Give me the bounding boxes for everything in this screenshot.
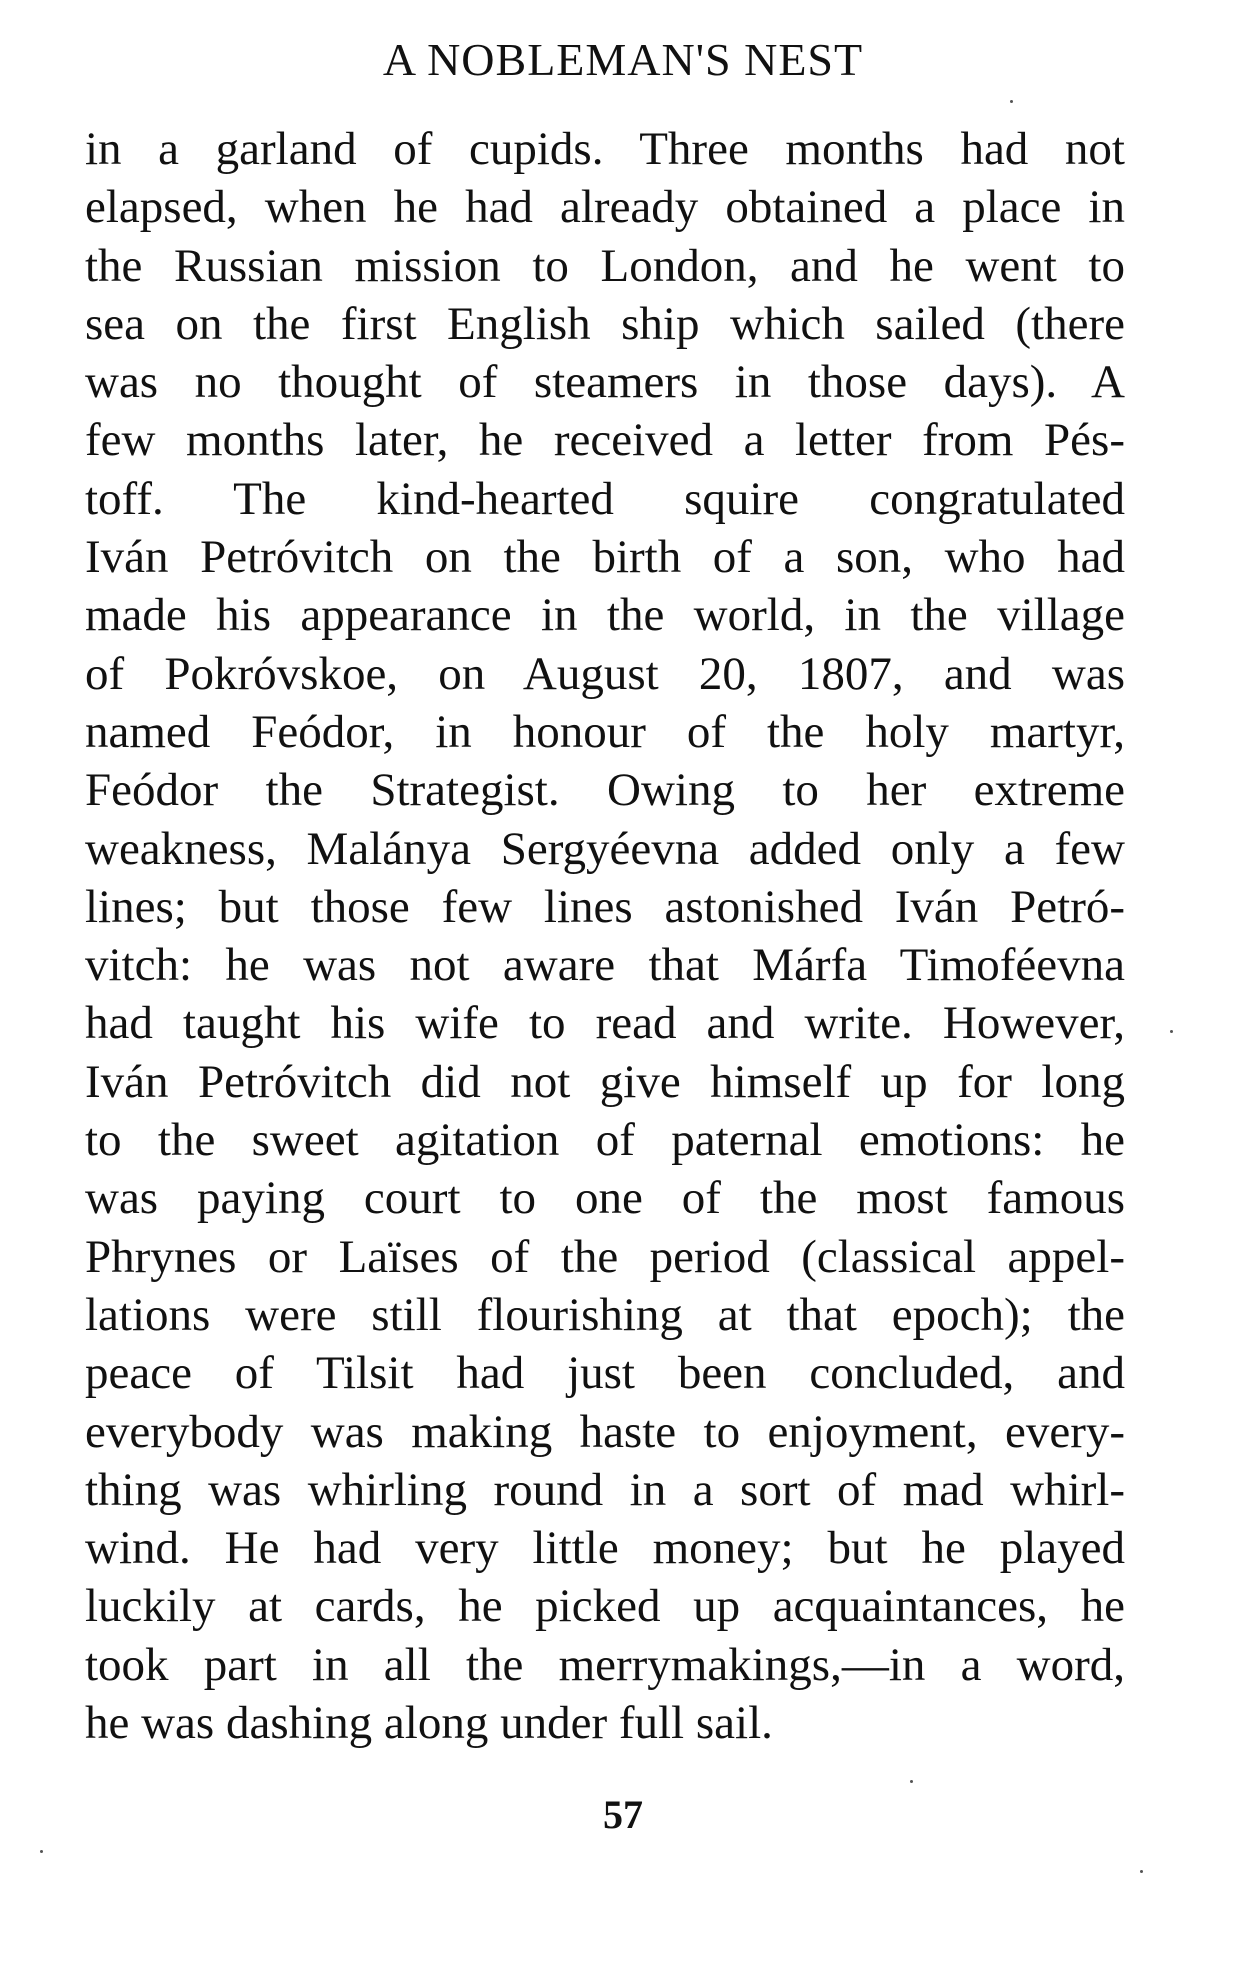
scan-speck <box>1170 1030 1173 1033</box>
text-line: wind. He had very little money; but he played <box>85 1522 1125 1575</box>
scan-speck <box>1010 100 1013 103</box>
text-line: of Pokróvskoe, on August 20, 1807, and was <box>85 647 1125 700</box>
text-line: to the sweet agitation of paternal emotions: he <box>85 1114 1125 1167</box>
text-line: took part in all the merrymakings,—in a word, <box>85 1638 1125 1691</box>
text-line: sea on the first English ship which sailed (there <box>85 297 1125 350</box>
text-line: elapsed, when he had already obtained a place in <box>85 181 1125 234</box>
text-line: named Feódor, in honour of the holy martyr, <box>85 705 1125 758</box>
text-line: Feódor the Strategist. Owing to her extreme <box>85 764 1125 817</box>
text-line-final: he was dashing along under full sail. <box>85 1697 773 1750</box>
running-head: A NOBLEMAN'S NEST <box>382 34 864 85</box>
text-line: lines; but those few lines astonished Iván Petró- <box>85 880 1125 933</box>
text-line: had taught his wife to read and write. However, <box>85 997 1125 1050</box>
text-line: weakness, Malánya Sergyéevna added only a few <box>85 822 1125 875</box>
text-line: lations were still flourishing at that epoch); the <box>85 1288 1125 1341</box>
scan-speck <box>910 1780 913 1783</box>
text-line: toff. The kind-hearted squire congratulated <box>85 472 1125 525</box>
text-line: was paying court to one of the most famous <box>85 1172 1125 1225</box>
body-text <box>85 120 1125 1752</box>
page-number: 57 <box>603 1792 643 1837</box>
text-line: in a garland of cupids. Three months had not <box>85 123 1125 175</box>
text-line: everybody was making haste to enjoyment, every- <box>85 1405 1125 1458</box>
text-line: few months later, he received a letter from Pés- <box>85 414 1125 467</box>
text-line: Phrynes or Laïses of the period (classical appel- <box>85 1230 1125 1283</box>
scan-speck <box>40 1850 43 1853</box>
text-line: luckily at cards, he picked up acquaintances, he <box>85 1580 1125 1633</box>
text-line: the Russian mission to London, and he went to <box>85 239 1125 292</box>
text-line: thing was whirling round in a sort of mad whirl- <box>85 1463 1125 1516</box>
text-line: peace of Tilsit had just been concluded, and <box>85 1347 1125 1400</box>
scan-speck <box>1140 1870 1143 1873</box>
text-line: Iván Petróvitch did not give himself up for long <box>85 1055 1125 1108</box>
text-line: vitch: he was not aware that Márfa Timoféevna <box>85 939 1125 992</box>
text-line: Iván Petróvitch on the birth of a son, who had <box>85 531 1125 584</box>
text-line: made his appearance in the world, in the village <box>85 589 1125 642</box>
text-line: was no thought of steamers in those days). A <box>85 356 1125 409</box>
